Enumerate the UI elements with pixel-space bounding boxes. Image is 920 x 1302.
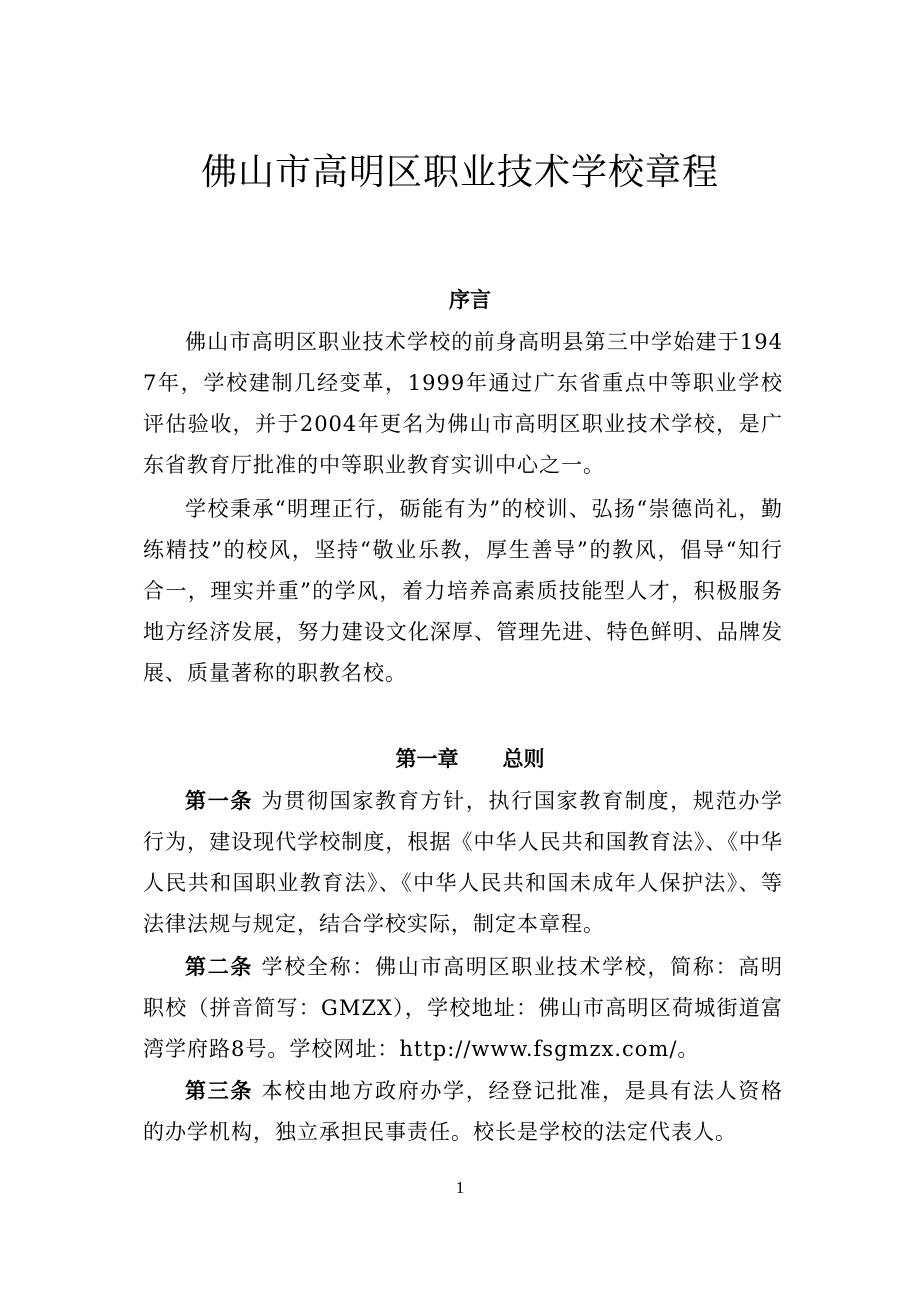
preface-heading: 序言 <box>449 288 491 312</box>
page-number: 1 <box>455 1178 465 1197</box>
document-title: 佛山市高明区职业技术学校章程 <box>200 152 719 193</box>
article-2-label: 第二条 <box>185 955 254 979</box>
preface-paragraph-2: 学校秉承“明理正行，砺能有为”的校训、弘扬“崇德尚礼，勤练精技”的校风，坚持“敬业乐教，厚生善导”的教风，倡导“知行合一，理实并重”的学风，着力培养高素质技能型人才，积极服务地方经济发展，努力建设文化深厚、管理先进、特色鲜明、品牌发展、质量著称的职教名校。 <box>143 497 783 685</box>
article-3-label: 第三条 <box>185 1079 254 1103</box>
article-2 <box>143 947 783 1070</box>
article-3-text: 本校由地方政府办学，经登记批准，是具有法人资格的办学机构，独立承担民事责任。校长是学校的法定代表人。 <box>143 1079 784 1144</box>
article-2-text: 学校全称：佛山市高明区职业技术学校，简称：高明职校（拼音简写：GMZX），学校地址：佛山市高明区荷城街道富湾学府路8号。学校网址：http://www.fsgmzx.com/。 <box>143 955 784 1061</box>
preface-paragraph-1: 佛山市高明区职业技术学校的前身高明县第三中学始建于1947年，学校建制几经变革，1999年通过广东省重点中等职业学校评估验收，并于2004年更名为佛山市高明区职业技术学校，是广东省教育厅批准的中等职业教育实训中心之一。 <box>143 330 783 477</box>
article-1-label: 第一条 <box>185 789 254 813</box>
article-1-text: 为贯彻国家教育方针，执行国家教育制度，规范办学行为，建设现代学校制度，根据《中华人民共和国教育法》、《中华人民共和国职业教育法》、《中华人民共和国未成年人保护法》、等法律法规与规定，结合学校实际，制定本章程。 <box>143 789 784 936</box>
article-1 <box>143 781 783 945</box>
chapter-name: 总则 <box>502 747 545 771</box>
chapter-heading <box>0 744 920 774</box>
article-3 <box>143 1071 783 1153</box>
chapter-number: 第一章 <box>395 747 459 771</box>
